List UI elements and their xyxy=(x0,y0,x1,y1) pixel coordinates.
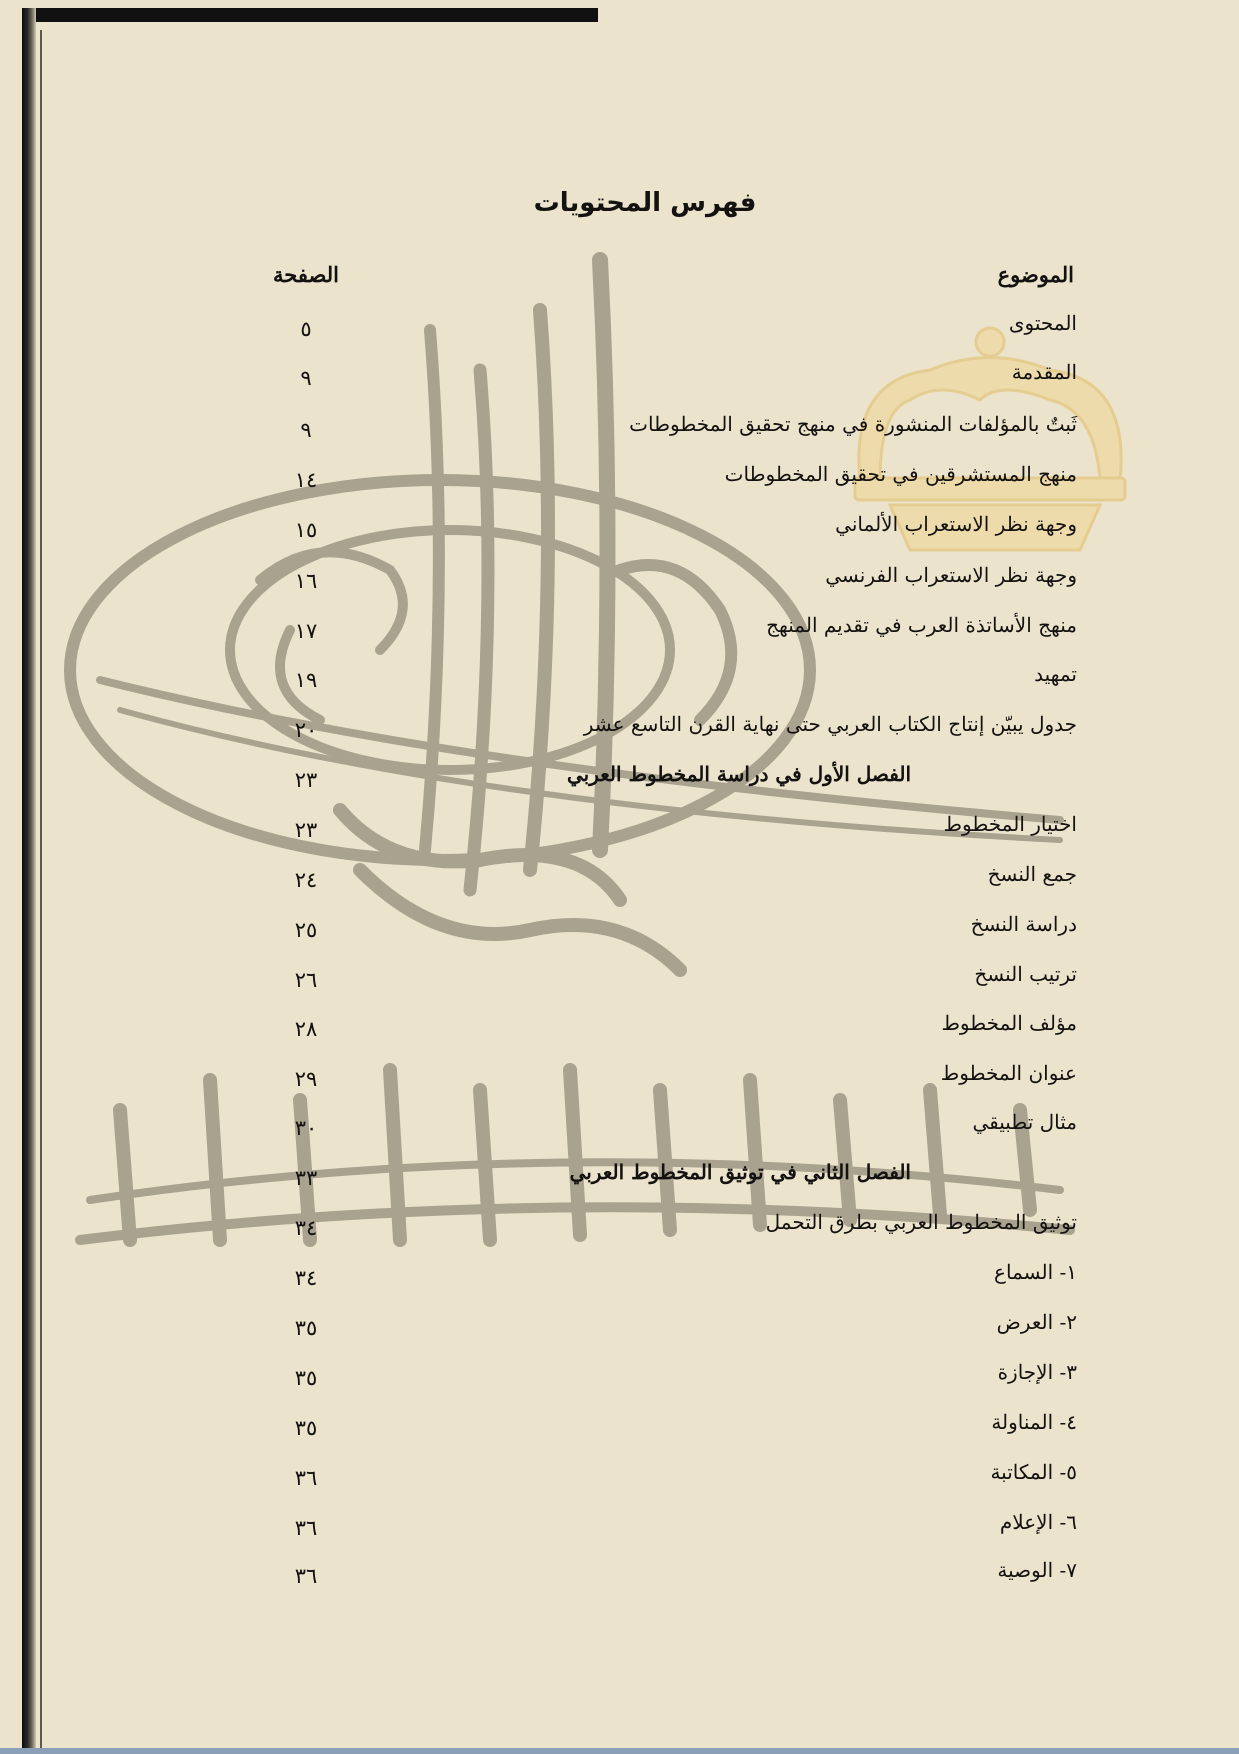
entry-page: ٣٦ xyxy=(294,1516,318,1540)
entry-page: ٩ xyxy=(300,418,312,442)
entry-title: تمهيد xyxy=(1034,662,1077,686)
entry-title: ٣- الإجازة xyxy=(997,1360,1077,1384)
toc-entry xyxy=(0,1460,1239,1510)
toc-entry xyxy=(0,563,1239,613)
toc-chapter-heading xyxy=(0,762,1239,812)
entry-title: ٢- العرض xyxy=(996,1310,1077,1334)
subject-column-header: الموضوع xyxy=(997,262,1074,287)
entry-title: عنوان المخطوط xyxy=(940,1061,1077,1085)
toc-chapter-heading xyxy=(0,1160,1239,1210)
entry-page: ١٩ xyxy=(294,668,318,692)
entry-page: ١٦ xyxy=(294,569,318,593)
toc-entry xyxy=(0,1061,1239,1111)
entry-page: ٣٤ xyxy=(294,1266,318,1290)
chapter-title: الفصل الثاني في توثيق المخطوط العربي xyxy=(569,1160,911,1184)
entry-page: ٢٥ xyxy=(294,918,318,942)
page-title: فهرس المحتويات xyxy=(533,188,757,218)
toc-entry xyxy=(0,613,1239,663)
entry-title: وجهة نظر الاستعراب الألماني xyxy=(835,512,1077,536)
toc-entry xyxy=(0,1360,1239,1410)
entry-page: ٥ xyxy=(300,317,312,341)
entry-page: ١٥ xyxy=(294,518,318,542)
entry-title: دراسة النسخ xyxy=(970,912,1077,936)
entry-page: ٣٦ xyxy=(294,1564,318,1588)
toc-entry xyxy=(0,1260,1239,1310)
entry-title: جدول يبيّن إنتاج الكتاب العربي حتى نهاية القرن التاسع عشر xyxy=(583,712,1077,736)
entry-title: منهج المستشرقين في تحقيق المخطوطات xyxy=(724,462,1077,486)
entry-title: ٤- المناولة xyxy=(991,1410,1077,1434)
entry-page: ٣٥ xyxy=(294,1316,318,1340)
entry-page: ٢٣ xyxy=(294,818,318,842)
entry-title: توثيق المخطوط العربي بطرق التحمل xyxy=(765,1210,1077,1234)
entry-page: ٢٤ xyxy=(294,868,318,892)
toc-entry xyxy=(0,311,1239,361)
toc-entry xyxy=(0,1558,1239,1608)
entry-page: ١٧ xyxy=(294,619,318,643)
entry-title: ٦- الإعلام xyxy=(999,1510,1077,1534)
entry-title: ثَبتٌ بالمؤلفات المنشورة في منهج تحقيق المخطوطات xyxy=(629,412,1077,436)
toc-entry xyxy=(0,962,1239,1012)
entry-page: ٣٦ xyxy=(294,1466,318,1490)
entry-page: ٢٠ xyxy=(294,718,318,742)
scan-border-top xyxy=(22,8,598,22)
toc-entry xyxy=(0,360,1239,410)
toc-entry xyxy=(0,712,1239,762)
entry-title: ٧- الوصية xyxy=(997,1558,1077,1582)
entry-title: وجهة نظر الاستعراب الفرنسي xyxy=(825,563,1077,587)
entry-title: مثال تطبيقي xyxy=(972,1110,1077,1134)
entry-page: ٢٣ xyxy=(294,768,318,792)
toc-entry xyxy=(0,862,1239,912)
entry-page: ١٤ xyxy=(294,468,318,492)
toc-entry xyxy=(0,412,1239,462)
toc-entry xyxy=(0,1110,1239,1160)
toc-entry xyxy=(0,812,1239,862)
toc-entry xyxy=(0,1510,1239,1560)
entry-title: المحتوى xyxy=(1008,311,1077,335)
entry-title: جمع النسخ xyxy=(987,862,1077,886)
entry-page: ٣٥ xyxy=(294,1366,318,1390)
entry-page: ٣٠ xyxy=(294,1116,318,1140)
entry-title: منهج الأساتذة العرب في تقديم المنهج xyxy=(766,613,1077,637)
entry-page: ٣٤ xyxy=(294,1216,318,1240)
entry-title: ترتيب النسخ xyxy=(974,962,1077,986)
toc-entry xyxy=(0,462,1239,512)
entry-page: ٢٦ xyxy=(294,968,318,992)
entry-page: ٢٨ xyxy=(294,1017,318,1041)
entry-page: ٣٣ xyxy=(294,1166,318,1190)
entry-title: ٥- المكاتبة xyxy=(990,1460,1077,1484)
entry-title: مؤلف المخطوط xyxy=(941,1011,1077,1035)
toc-entry xyxy=(0,1410,1239,1460)
entry-title: ١- السماع xyxy=(994,1260,1077,1284)
toc-entry xyxy=(0,912,1239,962)
toc-entry xyxy=(0,512,1239,562)
entry-page: ٣٥ xyxy=(294,1416,318,1440)
entry-title: المقدمة xyxy=(1011,360,1077,384)
scan-border-bottom xyxy=(0,1748,1239,1754)
toc-entry xyxy=(0,1310,1239,1360)
toc-entry xyxy=(0,662,1239,712)
chapter-title: الفصل الأول في دراسة المخطوط العربي xyxy=(567,762,911,786)
toc-entry xyxy=(0,1210,1239,1260)
page-column-header: الصفحة xyxy=(273,262,339,287)
entry-title: اختيار المخطوط xyxy=(943,812,1077,836)
toc-entry xyxy=(0,1011,1239,1061)
entry-page: ٢٩ xyxy=(294,1067,318,1091)
entry-page: ٩ xyxy=(300,366,312,390)
